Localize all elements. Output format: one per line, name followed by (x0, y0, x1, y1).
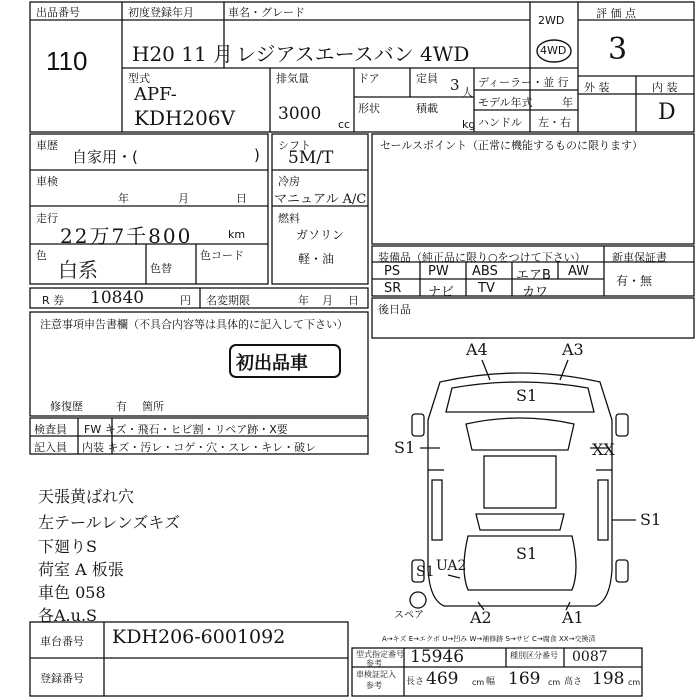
inspection-year: 年 (118, 192, 129, 205)
registration-label: 登録番号 (40, 672, 84, 685)
load-unit: kg (462, 118, 476, 131)
mark-a4: A4 (466, 340, 488, 359)
fuel-value: ガソリン (296, 228, 345, 242)
equipment-item-aw: AW (568, 264, 590, 279)
handwritten-note: 各A.u.S (38, 606, 97, 625)
handwritten-note: 左テールレンズキズ (38, 513, 181, 532)
capacity-unit: 人 (462, 86, 473, 99)
chassis-label: 車台番号 (40, 635, 84, 648)
name-change-label: 名変期限 (206, 294, 250, 307)
chassis-value: KDH206-6001092 (112, 626, 286, 648)
grade-label: 評 価 点 (596, 7, 636, 20)
interior-value: D (658, 100, 676, 125)
inspection-day: 日 (236, 192, 247, 205)
equipment-item-ps: PS (384, 264, 401, 279)
type-value-line2: KDH206V (134, 106, 236, 130)
width-label: 幅 (486, 677, 496, 687)
capacity-label: 定員 (416, 72, 438, 85)
reference-label: 参考 (366, 681, 382, 690)
grade-value: 3 (608, 32, 628, 67)
lot-number: 110 (46, 46, 88, 76)
handwritten-note: 天張黄ばれ穴 (38, 487, 135, 506)
sales-point-label: セールスポイント（正常に機能するものに限ります） (380, 139, 644, 152)
color-code-label: 色コード (200, 249, 244, 262)
capacity-value: 3 (450, 76, 460, 94)
mark-s1-roof: S1 (516, 386, 538, 405)
r-ticket-value: 10840 (90, 288, 145, 308)
model-name-label: 車名・グレード (228, 6, 305, 19)
name-change-day: 日 (348, 294, 359, 307)
mark-a1: A1 (562, 608, 584, 627)
fuel-options: 軽・油 (298, 252, 335, 266)
name-change-month: 月 (322, 294, 333, 307)
spare-label: スペア (394, 610, 424, 621)
height-value: 198 (592, 669, 625, 689)
mark-a2: A2 (470, 608, 492, 627)
handwritten-note: 車色 058 (38, 583, 106, 602)
inspector-label: 検査員 (34, 423, 67, 436)
first-registration-value: H20 11 月 (132, 42, 234, 66)
inspection-label: 車検 (36, 175, 58, 188)
r-ticket-unit: 円 (180, 294, 191, 307)
mark-s1-lower: S1 (516, 544, 538, 563)
repair-area-label: 箇所 (142, 400, 164, 413)
new-car-warranty-label: 新車保証書 (612, 251, 667, 264)
category-label: 種別区分番号 (510, 651, 558, 660)
r-ticket-label: R 券 (42, 294, 65, 307)
shape-label: 形状 (358, 102, 380, 115)
color-swap-label: 色替 (150, 262, 172, 275)
equipment-item-navi: ナビ (428, 285, 455, 300)
model-year-label: モデル年式 (478, 96, 533, 109)
shift-label: シフト (278, 139, 311, 152)
equipment-item-abs: ABS (472, 264, 498, 279)
mark-s1-right: S1 (640, 510, 662, 529)
retrofit-label: 後日品 (378, 303, 411, 316)
length-label: 長さ (406, 677, 425, 687)
height-label: 高さ (564, 677, 583, 687)
model-year-unit: 年 (562, 96, 573, 109)
mark-xx-right: XX (592, 440, 615, 459)
equipment-item-pw: PW (428, 264, 449, 279)
name-change-year: 年 (298, 294, 309, 307)
writer-items: 内装 キズ・汚レ・コゲ・穴・スレ・キレ・破レ (82, 441, 317, 454)
inspector-items: FW キズ・飛石・ヒビ割・リペア跡・X要 (84, 423, 288, 436)
equipment-item-airbag: エアB (516, 268, 551, 283)
width-unit: cm (548, 678, 561, 687)
mark-s1-left-low: S1 (416, 564, 435, 580)
certificate-label: 車検証記入 (356, 670, 396, 679)
fuel-label: 燃料 (278, 212, 300, 225)
drive-4wd: 4WD (540, 44, 567, 57)
lot-number-label: 出品番号 (36, 6, 80, 19)
declaration-label: 注意事項申告書欄（不具合内容等は具体的に記入して下さい） (40, 318, 348, 331)
handwritten-note: 荷室 A 板張 (38, 560, 124, 579)
model-designation-label: 型式指定番号 (356, 650, 404, 659)
equipment-item-tv: TV (478, 281, 495, 296)
width-value: 169 (508, 669, 541, 689)
diagram-legend: A→キズ E→エクボ U→凹み W→補修跡 S→サビ C→腐食 XX→交換済 (382, 635, 596, 643)
drive-2wd: 2WD (538, 14, 565, 27)
aircon-label: 冷房 (278, 175, 300, 188)
model-designation-value: 15946 (410, 647, 465, 667)
handwritten-note: 下廻りS (38, 537, 97, 556)
mark-a3: A3 (562, 340, 584, 359)
equipment-item-sr: SR (384, 281, 402, 296)
equipment-label: 装備品（純正品に限り○をつけて下さい） (378, 251, 586, 264)
handle-options: 左・右 (538, 116, 571, 129)
mark-s1-left: S1 (394, 438, 416, 457)
equipment-item-leather: カワ (522, 285, 549, 300)
dealer-label: ディーラー・並 行 (478, 76, 569, 89)
load-label: 積載 (416, 102, 438, 115)
color-label: 色 (36, 249, 47, 262)
displacement-label: 排気量 (276, 72, 309, 85)
vehicle-history-close: ) (254, 146, 260, 164)
length-unit: cm (472, 678, 485, 687)
vehicle-history-value: 自家用・( (72, 148, 138, 166)
first-registration-label: 初度登録年月 (128, 6, 194, 19)
reference-label: 参考 (366, 659, 382, 668)
repair-history-value: 有 (116, 400, 127, 413)
inspection-month: 月 (178, 192, 189, 205)
interior-label: 内 装 (652, 81, 678, 94)
type-value-line1: APF- (134, 84, 177, 105)
mark-ua2: UA2 (436, 558, 467, 574)
displacement-unit: cc (338, 118, 351, 131)
aircon-value: マニュアル A/C (274, 192, 367, 207)
repair-history-label: 修復歴 (50, 400, 83, 413)
new-car-warranty-value: 有・無 (616, 274, 653, 288)
mileage-label: 走行 (36, 212, 58, 225)
color-value: 白系 (58, 258, 98, 282)
writer-label: 記入員 (34, 441, 67, 454)
first-listing-stamp: 初出品車 (236, 353, 308, 374)
displacement-value: 3000 (278, 104, 322, 124)
length-value: 469 (426, 669, 459, 689)
category-value: 0087 (572, 649, 608, 665)
exterior-label: 外 装 (584, 81, 610, 94)
type-label: 型式 (128, 72, 150, 85)
mileage-unit: km (228, 228, 246, 241)
mileage-value: 22万7千800 (60, 224, 193, 248)
handle-label: ハンドル (478, 116, 522, 129)
door-label: ドア (358, 72, 380, 85)
vehicle-history-label: 車歴 (36, 139, 58, 152)
shift-value: 5M/T (288, 148, 334, 168)
model-name-value: レジアスエースバン 4WD (236, 42, 470, 66)
height-unit: cm (628, 678, 641, 687)
